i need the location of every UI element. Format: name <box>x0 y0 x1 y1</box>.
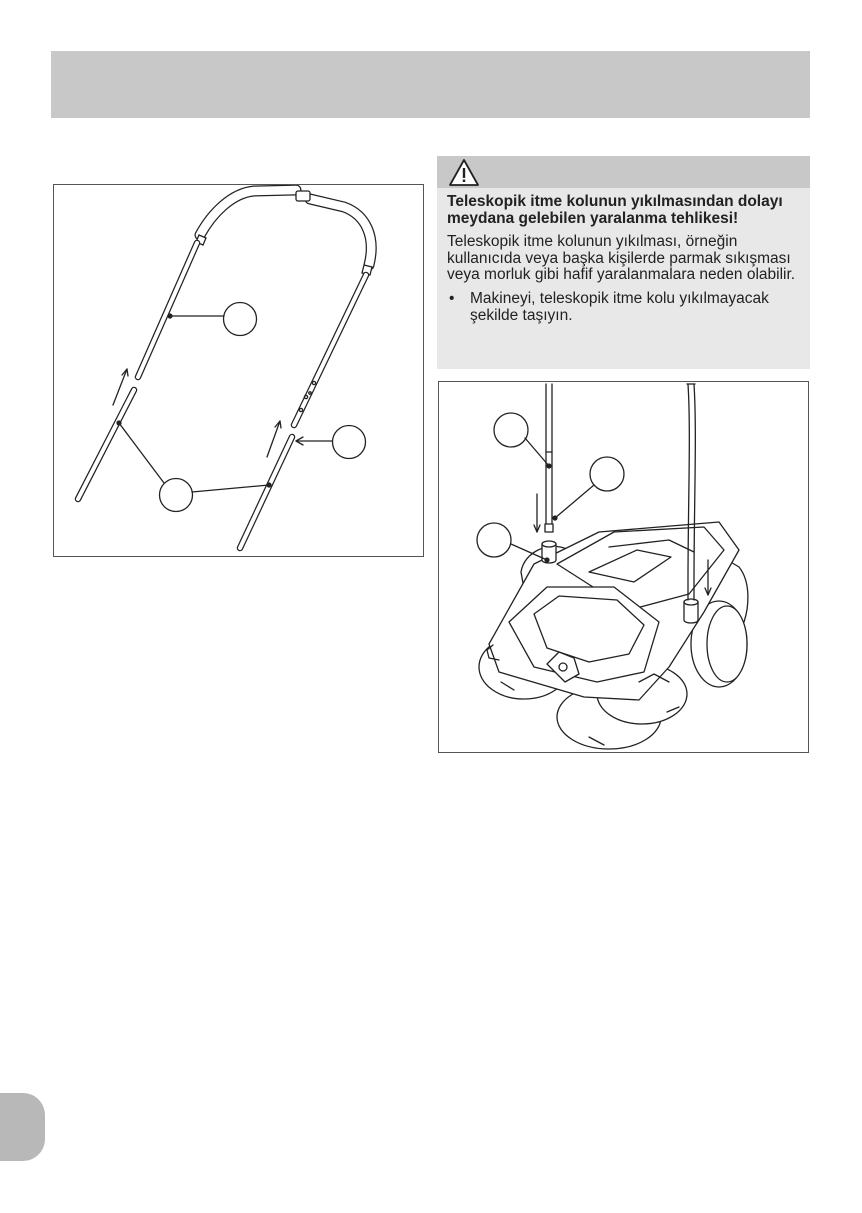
sweeper-assembly-figure <box>438 381 809 753</box>
warning-title: Teleskopik itme kolunun yıkılmasından dolayı meydana gelebilen yaralanma tehlikesi! <box>447 193 783 227</box>
warning-list-item <box>447 291 800 324</box>
handle-assembly-drawing <box>54 185 423 556</box>
warning-list <box>447 291 800 324</box>
header-bar <box>51 51 810 118</box>
warning-text: Teleskopik itme kolunun yıkılması, örneğin kullanıcıda veya başka kişilerde parmak sıkışması veya morluk gibi hafif yaralanmalara neden olabilir. <box>447 233 796 284</box>
handle-assembly-figure <box>53 184 424 557</box>
warning-list-item-text: Makineyi, teleskopik itme kolu yıkılmayacak şekilde taşıyın. <box>470 289 769 324</box>
warning-header <box>437 156 810 188</box>
sweeper-assembly-drawing <box>439 382 808 752</box>
warning-box <box>437 156 810 369</box>
page-tab <box>0 1093 45 1161</box>
bullet-icon: • <box>449 289 455 307</box>
warning-triangle-icon <box>448 158 480 188</box>
